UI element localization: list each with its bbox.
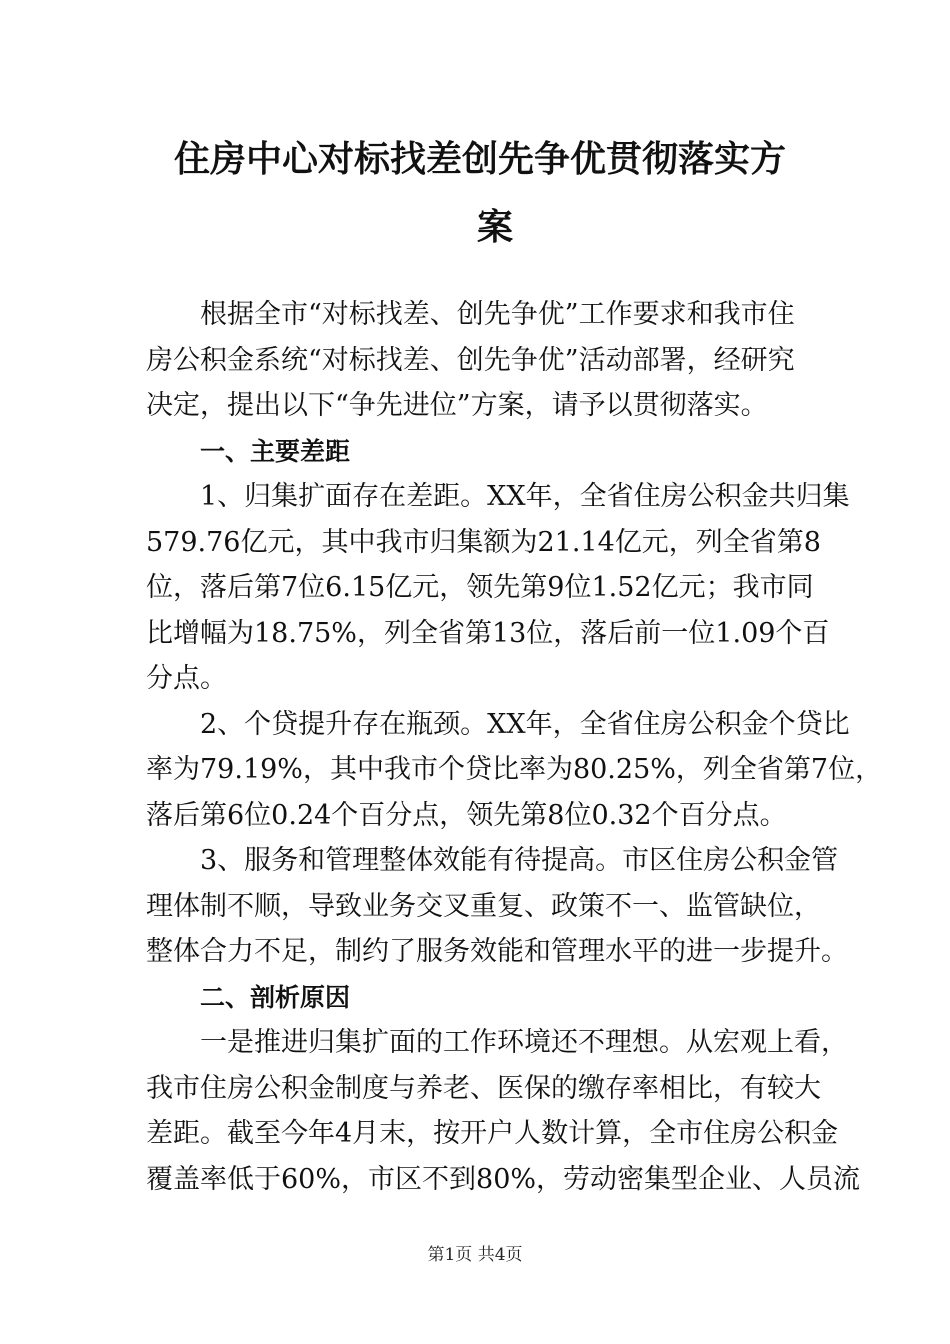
paragraph-line: 3、服务和管理整体效能有待提高。市区住房公积金管 [200, 845, 839, 876]
paragraph-line: 一是推进归集扩面的工作环境还不理想。从宏观上看， [200, 1027, 848, 1058]
page-footer: 第1页 共4页 [427, 1245, 523, 1265]
paragraph-line: 率为79.19%，其中我市个贷比率为80.25%，列全省第7位， [146, 754, 883, 785]
paragraph-line: 房公积金系统“对标找差、创先争优”活动部署，经研究 [146, 344, 795, 376]
paragraph-line: 根据全市“对标找差、创先争优”工作要求和我市住 [200, 299, 795, 330]
paragraph-line: 579.76亿元，其中我市归集额为21.14亿元，列全省第8 [146, 526, 821, 558]
paragraph-line: 我市住房公积金制度与养老、医保的缴存率相比，有较大 [146, 1072, 821, 1104]
paragraph-line: 分点。 [146, 663, 227, 694]
document-body [146, 292, 883, 1202]
paragraph-line: 比增幅为18.75%，列全省第13位，落后前一位1.09个百 [146, 617, 830, 649]
paragraph-line: 差距。截至今年4月末，按开户人数计算，全市住房公积金 [146, 1118, 839, 1149]
paragraph-line: 1、归集扩面存在差距。XX年，全省住房公积金共归集 [200, 481, 850, 512]
paragraph-line: 整体合力不足，制约了服务效能和管理水平的进一步提升。 [146, 936, 848, 967]
paragraph-line: 位，落后第7位6.15亿元，领先第9位1.52亿元；我市同 [146, 572, 814, 603]
paragraph-line: 理体制不顺，导致业务交叉重复、政策不一、监管缺位， [146, 890, 821, 922]
paragraph-line: 覆盖率低于60%，市区不到80%，劳动密集型企业、人员流 [146, 1163, 861, 1195]
section-heading: 一、主要差距 [200, 436, 351, 466]
section-heading: 二、剖析原因 [200, 982, 351, 1012]
paragraph-line: 落后第6位0.24个百分点，领先第8位0.32个百分点。 [146, 799, 787, 831]
paragraph-line: 2、个贷提升存在瓶颈。XX年，全省住房公积金个贷比 [200, 708, 850, 740]
paragraph-line: 决定，提出以下“争先进位”方案，请予以贯彻落实。 [146, 390, 768, 421]
document-title-line-2: 案 [476, 207, 513, 248]
document-title-line-1: 住房中心对标找差创先争优贯彻落实方 [173, 139, 786, 180]
